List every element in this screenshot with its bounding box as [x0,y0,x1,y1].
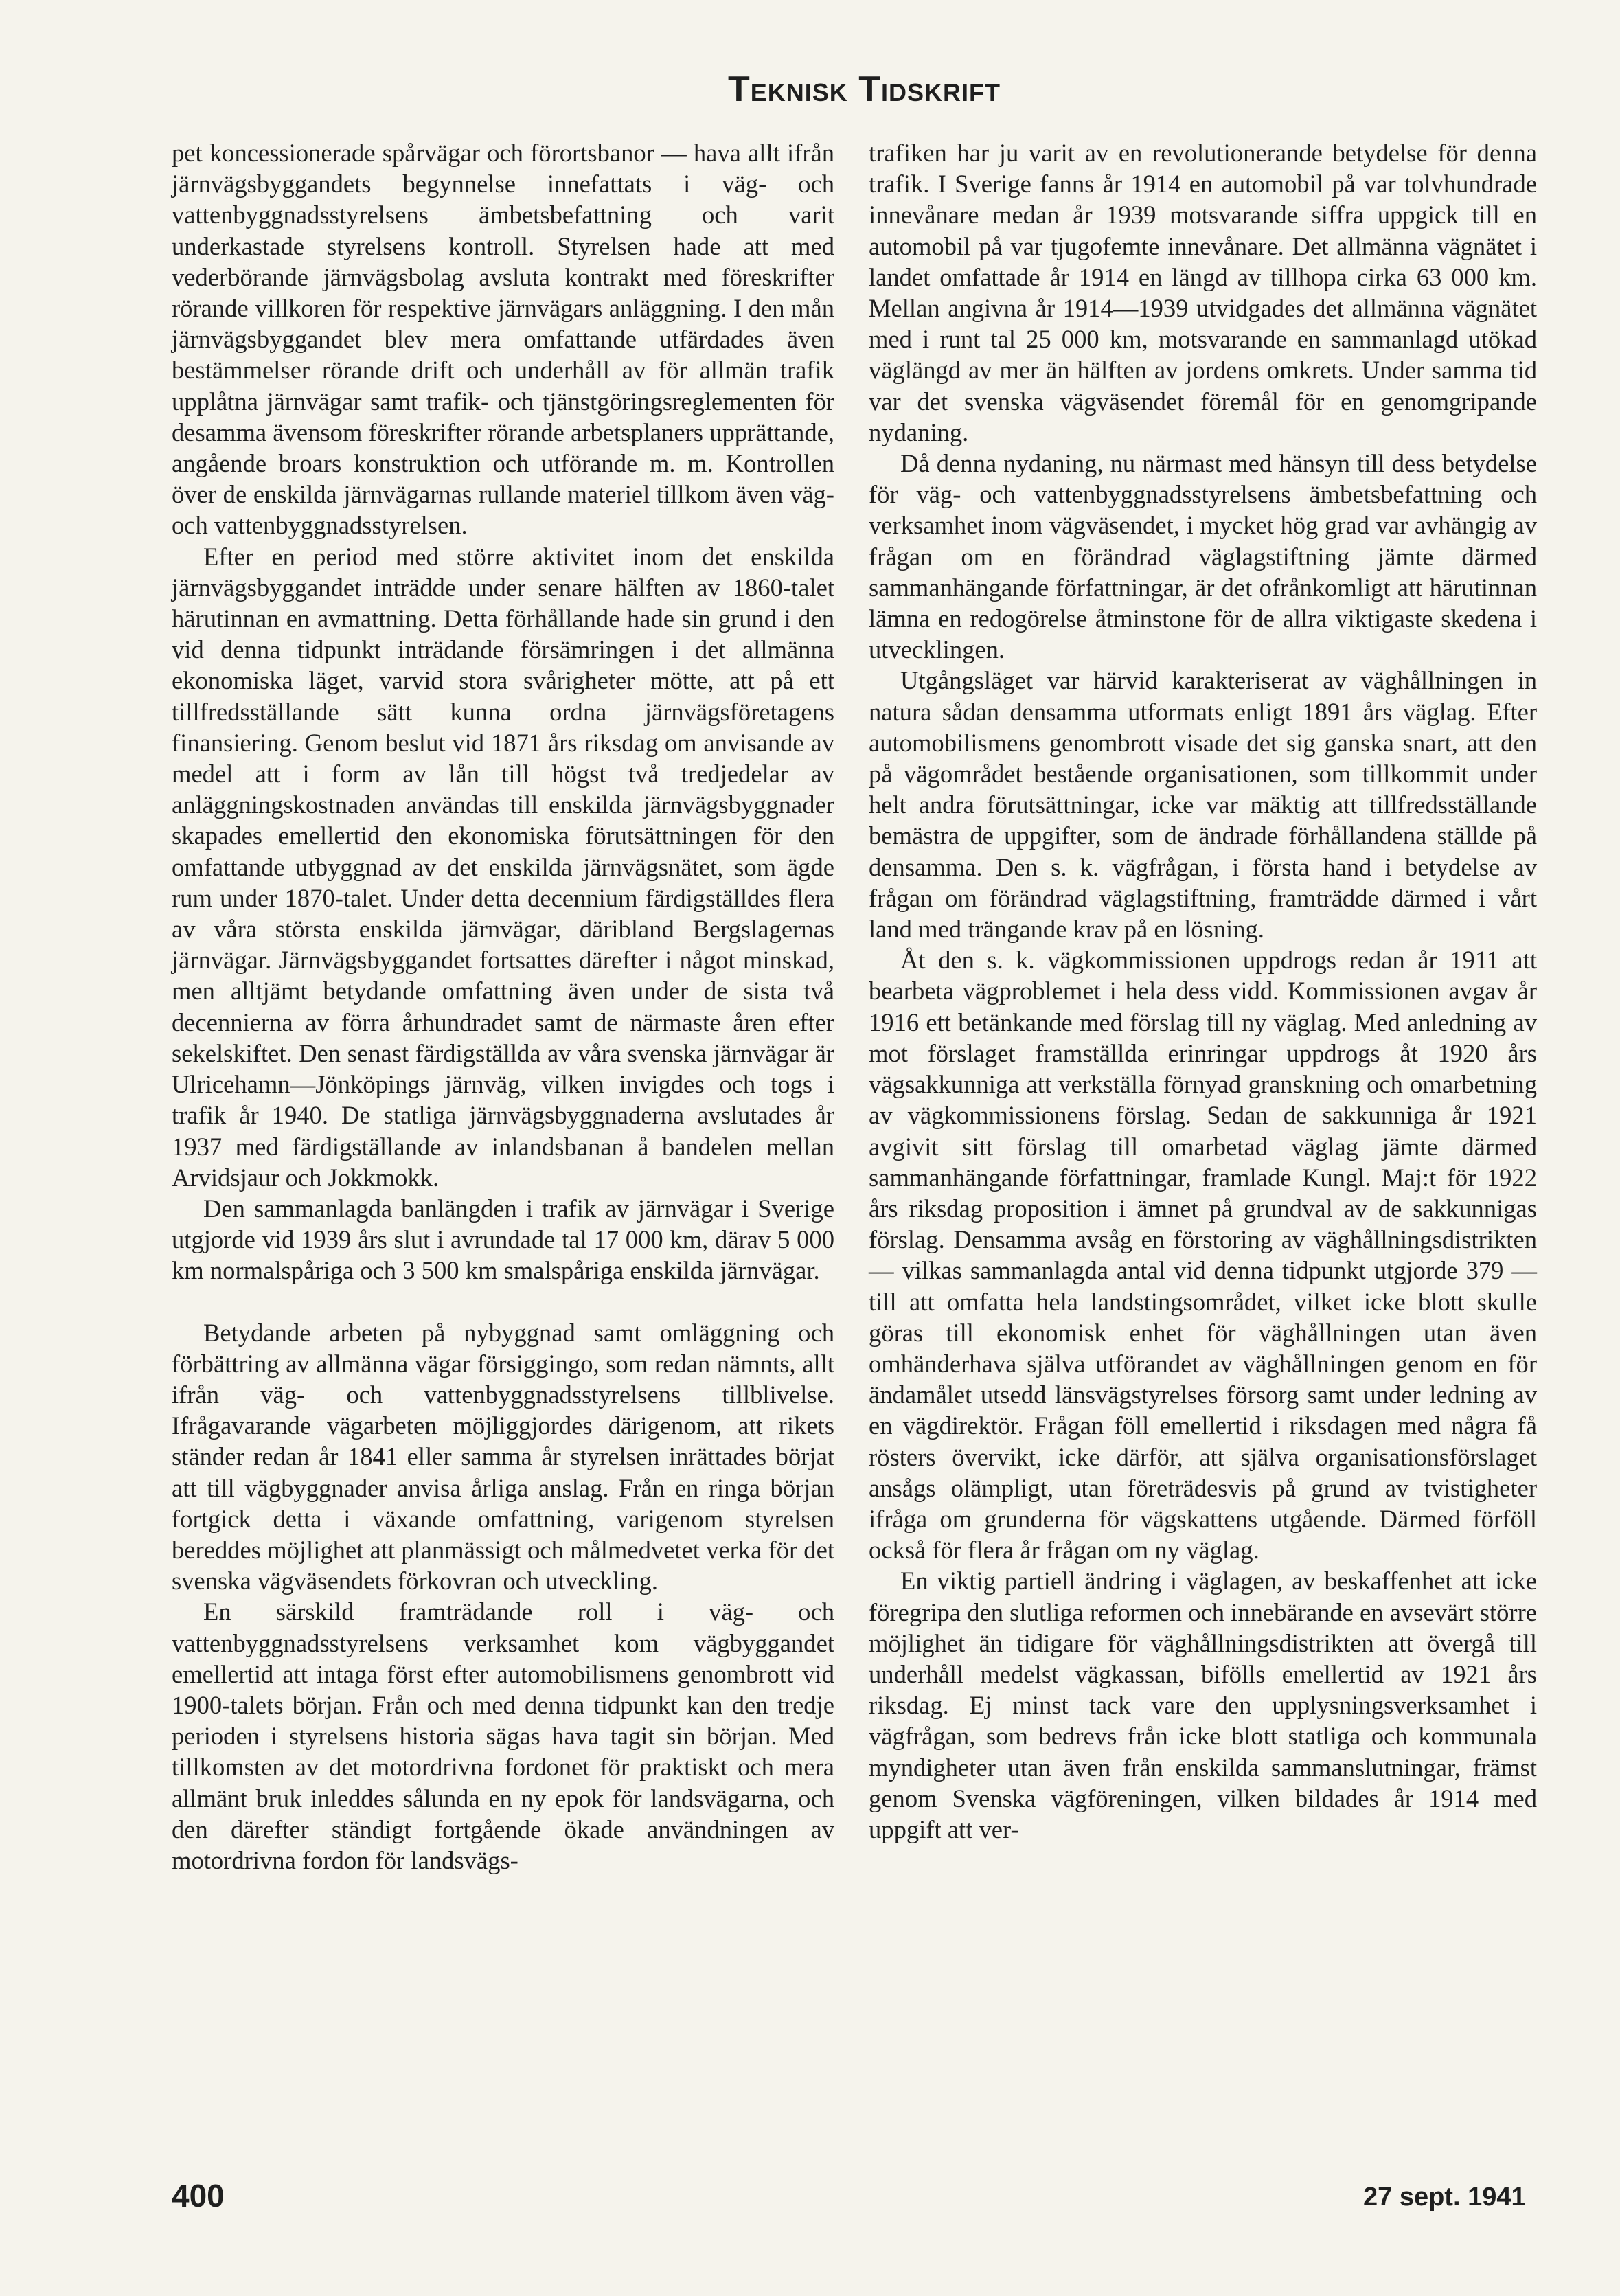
paragraph: Utgångsläget var härvid karakteriserat av väghållningen in natura sådan densamma utformats enligt 1891 års väglag. Efter automobilismens genombrott visade det sig ganska snart, att den på vägområdet bestående organisationen, som tillkommit under helt andra förutsättningar, icke var mäktig att tillfredsställande bemästra de uppgifter, som de ändrade förhållandena ställde på densamma. Den s. k. vägfrågan, i första hand i betydelse av frågan om förändrad väglagstiftning, framträdde därmed i vårt land med trängande krav på en lösning. [869,666,1537,944]
issue-date: 27 sept. 1941 [1363,2183,1526,2212]
paragraph: trafiken har ju varit av en revolutionerande betydelse för denna trafik. I Sverige fanns år 1914 en automobil på var tolvhundrade innevånare medan år 1939 motsvarande siffra uppgick till en automobil på var tjugofemte innevånare. Det allmänna vägnätet i landet omfattade år 1914 en längd av tillhopa cirka 63 000 km. Mellan angivna år 1914—1939 utvidgades det allmänna vägnätet med i runt tal 25 000 km, motsvarande en sammanlagd utökad väglängd av mer än hälften av jordens omkrets. Under samma tid var det svenska vägväsendet föremål för en genomgripande nydaning. [869,139,1537,446]
paragraph: pet koncessionerade spårvägar och förortsbanor — hava allt ifrån järnvägsbyggandets begynnelse innefattats i väg- och vattenbyggnadsstyrelsens ämbetsbefattning och varit underkastade styrelsens kontroll. Styrelsen hade att med vederbörande järnvägsbolag avsluta kontrakt med föreskrifter rörande villkoren för respektive järnvägars anläggning. I den mån järnvägsbyggandet blev mera omfattande utfärdades även bestämmelser rörande drift och underhåll av för allmän trafik upplåtna järnvägar samt trafik- och tjänstgöringsreglementen för desamma ävensom föreskrifter rörande arbetsplaners upprättande, angående broars konstruktion och utförande m. m. Kontrollen över de enskilda järnvägarnas rullande materiel tillkom även väg- och vattenbyggnadsstyrelsen. [172,139,834,540]
right-column [869,137,1537,1845]
paragraph: Då denna nydaning, nu närmast med hänsyn till dess betydelse för väg- och vattenbyggnadsstyrelsens ämbetsbefattning och verksamhet inom vägväsendet, i mycket hög grad var avhängig av frågan om en förändrad väglagstiftning jämte därmed sammanhängande författningar, är det ofrånkomligt att härutinnan lämna en redogörelse åtminstone för de allra viktigaste skedena i utvecklingen. [869,449,1537,664]
paragraph: Åt den s. k. vägkommissionen uppdrogs redan år 1911 att bearbeta vägproblemet i hela dess vidd. Kommissionen avgav år 1916 ett betänkande med förslag till ny väglag. Med anledning av mot förslaget framställda erinringar uppdrogs åt 1920 års vägsakkunniga att verkställa förnyad granskning och omarbetning av vägkommissionens förslag. Sedan de sakkunniga år 1921 avgivit sitt förslag till omarbetad väglag jämte därmed sammanhängande författningar, framlade Kungl. Maj:t för 1922 års riksdag proposition i ämnet på grundval av de sakkunnigas förslag. Densamma avsåg en förstoring av väghållningsdistrikten — vilkas sammanlagda antal vid denna tidpunkt utgjorde 379 — till att omfatta hela landstingsområdet, vilket icke blott skulle göras till ekonomisk enhet för väghållningen utan även omhänderhava själva utförandet av väghållningen genom en för ändamålet utsedd länsvägstyrelses försorg samt under ledning av en vägdirektör. Frågan föll emellertid i riksdagen med några få rösters övervikt, icke därför, att själva organisationsförslaget ansågs olämpligt, utan företrädesvis på grund av tvistigheter ifråga om grunderna för vägskattens utgående. Därmed förföll också för flera år frågan om ny väglag. [869,946,1537,1565]
left-column [172,137,834,1876]
paragraph: En särskild framträdande roll i väg- och vattenbyggnadsstyrelsens verksamhet kom vägbyggandet emellertid att intaga först efter automobilismens genombrott vid 1900-talets början. Från och med denna tidpunkt kan den tredje perioden i styrelsens historia sägas hava tagit sin början. Med tillkomsten av det motordrivna fordonet för praktiskt och mera allmänt bruk inleddes sålunda en ny epok för landsvägarna, och den därefter ständigt fortgående ökade användningen av motordrivna fordon för landsvägs- [172,1598,834,1874]
paragraph: Den sammanlagda banlängden i trafik av järnvägar i Sverige utgjorde vid 1939 års slut i avrundade tal 17 000 km, därav 5 000 km normalspåriga och 3 500 km smalspåriga enskilda järnvägar. [172,1194,834,1285]
journal-title: Teknisk Tidskrift [728,69,1001,109]
paragraph: Betydande arbeten på nybyggnad samt omläggning och förbättring av allmänna vägar försiggingo, som redan nämnts, allt ifrån väg- och vattenbyggnadsstyrelsens tillblivelse. Ifrågavarande vägarbeten möjliggjordes därigenom, att rikets ständer redan år 1841 eller samma år styrelsen inrättades börjat att till vägbyggnader anvisa årliga anslag. Från en ringa början fortgick detta i växande omfattning, varigenom styrelsen bereddes möjlighet att planmässigt och målmedvetet verka för det svenska vägväsendets förkovran och utveckling. [172,1318,834,1595]
paragraph: En viktig partiell ändring i väglagen, av beskaffenhet att icke föregripa den slutliga reformen och innebärande en avsevärt större möjlighet än tidigare för väghållningsdistrikten att övergå till underhåll medelst vägkassan, bifölls emellertid av 1921 års riksdag. Ej minst tack vare den upplysningsverksamhet i vägfrågan, som bedrevs från icke blott statliga och kommunala myndigheter utan även från enskilda sammanslutningar, främst genom Svenska vägföreningen, vilken bildades år 1914 med uppgift att ver- [869,1567,1537,1843]
paragraph: Efter en period med större aktivitet inom det enskilda järnvägsbyggandet inträdde under senare hälften av 1860-talet härutinnan en avmattning. Detta förhållande hade sin grund i den vid denna tidpunkt inträdande försämringen i det allmänna ekonomiska läget, varvid stora svårigheter mötte, att på ett tillfredsställande sätt kunna ordna järnvägsföretagens finansiering. Genom beslut vid 1871 års riksdag om anvisande av medel att i form av lån till högst två tredjedelar av anläggningskostnaden användas till enskilda järnvägsbyggnader skapades emellertid den ekonomiska förutsättningen för den omfattande utbyggnad av det enskilda järnvägsnätet, som ägde rum under 1870-talet. Under detta decennium färdigställdes flera av våra största enskilda järnvägar, däribland Bergslagernas järnvägar. Järnvägsbyggandet fortsattes därefter i något minskad, men alltjämt betydande omfattning även under de sista två decennierna av förra århundradet samt de närmaste åren efter sekelskiftet. Den senast färdigställda av våra svenska järnvägar är Ulricehamn—Jönköpings järnväg, vilken invigdes och togs i trafik år 1940. De statliga järnvägsbyggnaderna avslutades år 1937 med färdigställande av inlandsbanan å bandelen mellan Arvidsjaur och Jokkmokk. [172,542,834,1192]
page-number: 400 [172,2178,225,2214]
